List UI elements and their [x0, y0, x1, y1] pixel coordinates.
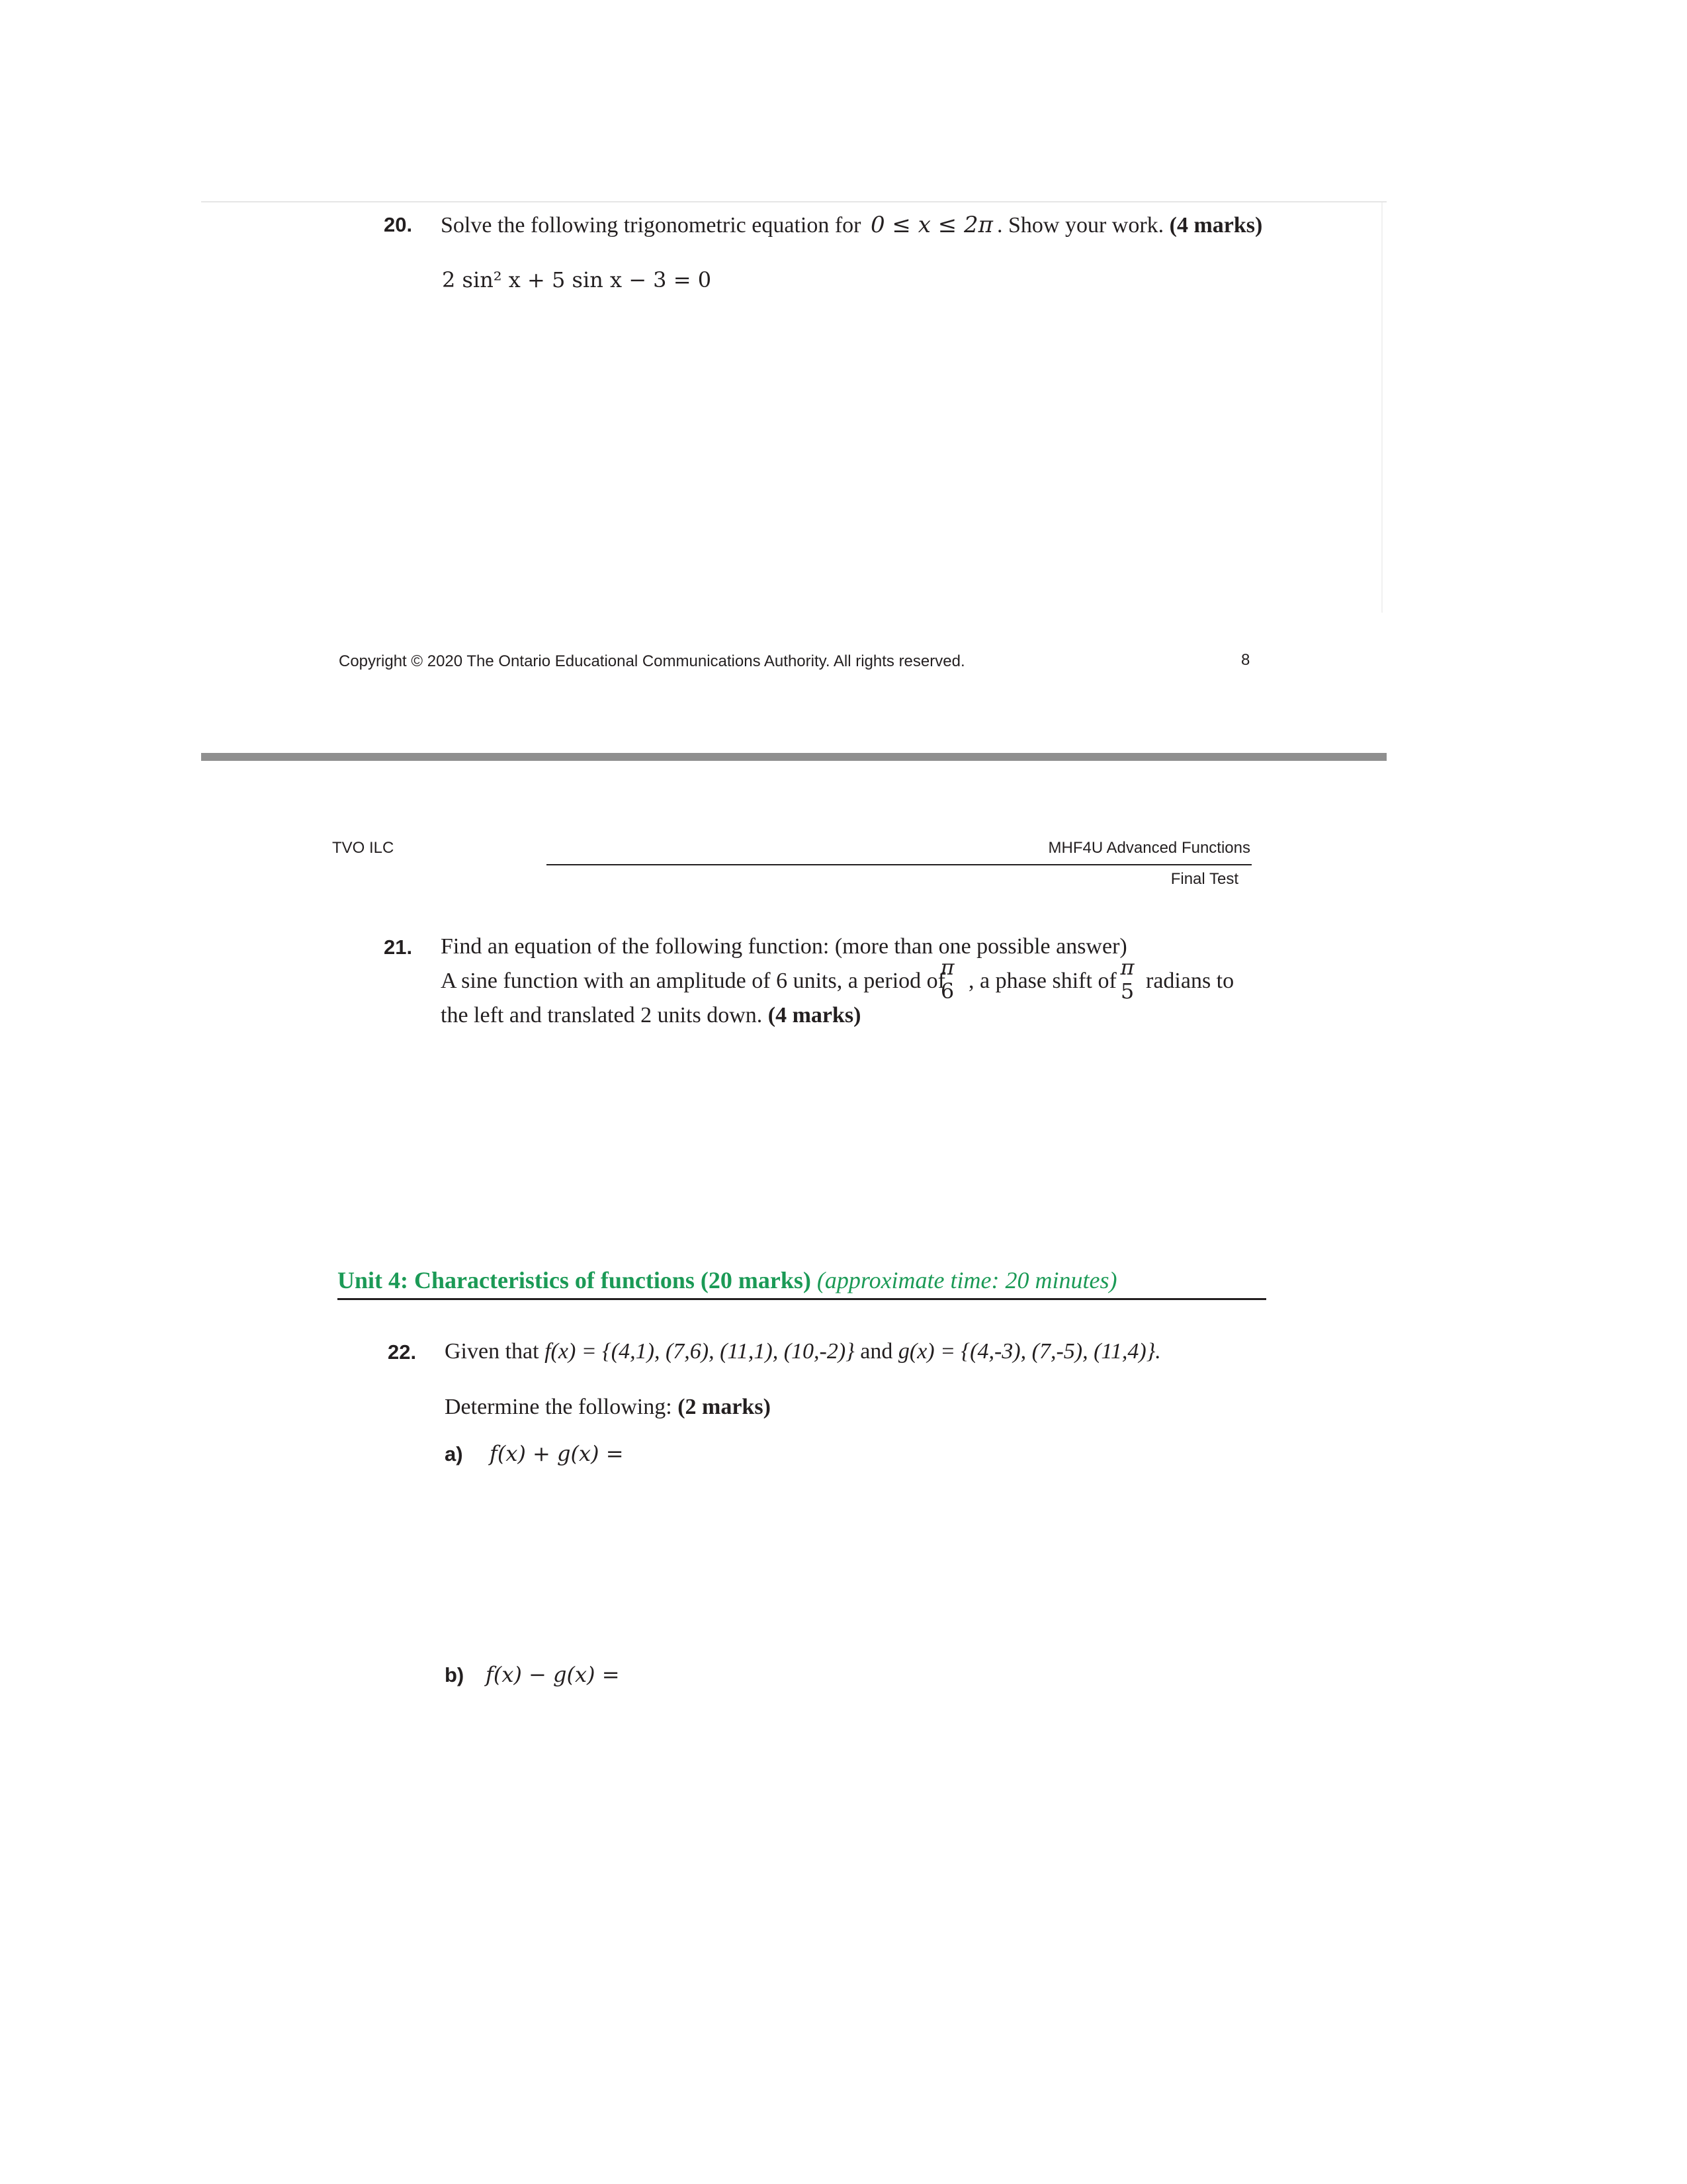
- page-number: 8: [1241, 651, 1250, 669]
- q21-line2-c: radians to: [1146, 969, 1234, 993]
- q22-and: and: [860, 1339, 893, 1364]
- header-left: TVO ILC: [332, 839, 394, 857]
- q21-line2-a: A sine function with an amplitude of 6 units, a period of: [441, 969, 945, 993]
- header-doc: Final Test: [1170, 870, 1238, 888]
- q22-given: [445, 1339, 1161, 1364]
- q20-marks: (4 marks): [1169, 213, 1263, 238]
- q21-period-numerator: π: [940, 955, 955, 980]
- q22b-label: b): [445, 1663, 464, 1686]
- q22-determine: [445, 1395, 771, 1420]
- page-top-border: [201, 201, 1387, 202]
- q22-given-text: Given that: [445, 1339, 539, 1364]
- q21-line1: Find an equation of the following function: (more than one possible answer): [441, 934, 1127, 959]
- q21-number: 21.: [384, 936, 413, 959]
- page-right-edge: [1381, 202, 1383, 613]
- q21-phase-denominator: 5: [1120, 979, 1135, 1004]
- copyright-notice: Copyright © 2020 The Ontario Educational Communications Authority. All rights reserved.: [339, 652, 965, 670]
- q20-prompt-prefix: Solve the following trigonometric equation for: [441, 213, 861, 238]
- q22a-expression: f(x) + g(x) =: [490, 1441, 624, 1466]
- unit-rule: [337, 1298, 1266, 1300]
- q21-phase-numerator: π: [1120, 955, 1135, 980]
- q20-equation: 2 sin² x + 5 sin x − 3 = 0: [442, 267, 712, 292]
- q21-period-denominator: 6: [940, 979, 955, 1004]
- header-rule: [546, 864, 1252, 865]
- q22b-expression: f(x) − g(x) =: [486, 1662, 620, 1687]
- q21-line2-b: , a phase shift of: [969, 969, 1117, 993]
- q22a-label: a): [445, 1442, 463, 1465]
- q20-number: 20.: [384, 213, 413, 236]
- q20-prompt: [441, 212, 1262, 238]
- q21-line3-text: the left and translated 2 units down.: [441, 1003, 763, 1027]
- q21-marks: (4 marks): [767, 1003, 861, 1027]
- q20-prompt-suffix: . Show your work.: [996, 213, 1164, 238]
- unit-title: Unit 4: Characteristics of functions (20 marks): [337, 1267, 811, 1293]
- q22-number: 22.: [388, 1340, 417, 1364]
- q22-f-definition: f(x) = {(4,1), (7,6), (11,1), (10,-2)}: [544, 1339, 855, 1364]
- q21-period-fraction: [935, 957, 959, 1002]
- q20-domain: 0 ≤ x ≤ 2π: [870, 212, 993, 238]
- q22-g-definition: g(x) = {(4,-3), (7,-5), (11,4)}.: [898, 1339, 1161, 1364]
- q21-line3: [441, 1003, 861, 1028]
- unit-time: (approximate time: 20 minutes): [816, 1267, 1117, 1293]
- q22-determine-text: Determine the following:: [445, 1395, 672, 1419]
- q22-marks: (2 marks): [677, 1395, 771, 1419]
- header-course: MHF4U Advanced Functions: [1048, 839, 1250, 857]
- unit-heading: [337, 1266, 1117, 1294]
- page-separator: [201, 753, 1387, 761]
- q21-phase-fraction: [1115, 957, 1139, 1002]
